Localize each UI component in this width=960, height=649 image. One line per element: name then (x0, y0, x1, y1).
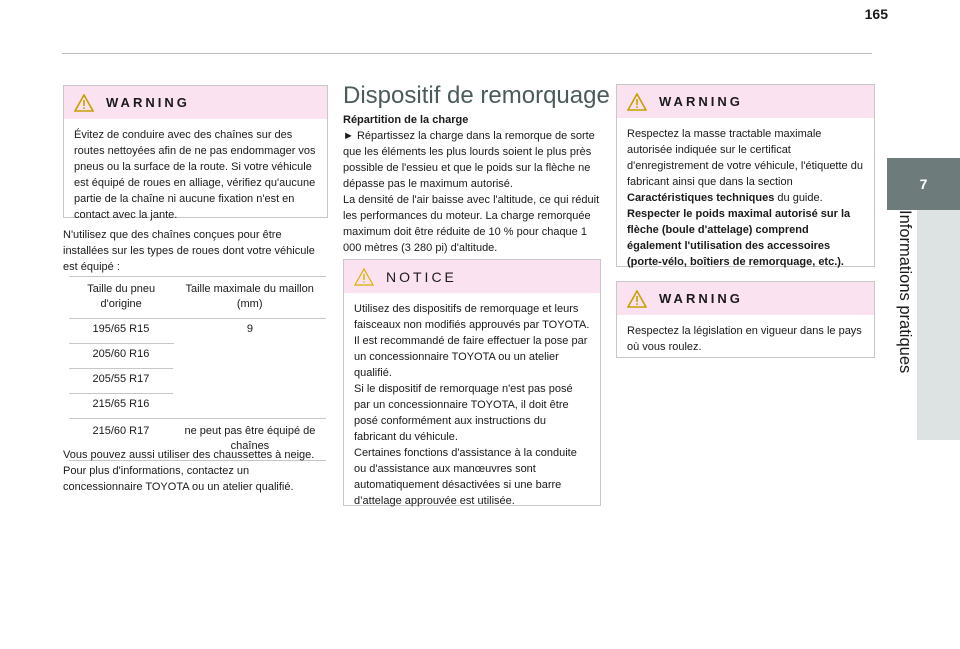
warning-box-chains (63, 85, 328, 221)
table-cell-tyre: 215/60 R17 (69, 419, 173, 461)
chains-intro (63, 227, 325, 275)
page-number: 165 (864, 6, 888, 22)
specs-reference: Caractéristiques techniques (627, 192, 775, 204)
chains-outro (63, 447, 325, 495)
table-cell-tyre: 205/55 R17 (69, 369, 173, 394)
chains-intro-text: N'utilisez que des chaînes conçues pour être installées sur les types de roues dont votre véhicule est équipé : (63, 229, 315, 273)
warning-text: Évitez de conduire avec des chaînes sur des routes nettoyées afin de ne pas endommager vos pneus ou la surface de la route. Si votre véhicule est équipé de roues en alliage, vérifiez qu'aucune partie de la chaîne ni aucune fixation n'est en contact avec la jante. (74, 129, 316, 221)
warning-header (617, 282, 874, 315)
chapter-tab[interactable]: 7 (887, 158, 960, 210)
warning-box-legislation (616, 281, 875, 358)
header-rule (62, 53, 872, 54)
warning-body (64, 119, 327, 231)
chains-outro-2: Pour plus d'informations, contactez un concessionnaire TOYOTA ou un atelier qualifié. (63, 465, 294, 493)
section-title: Dispositif de remorquage (343, 82, 610, 109)
notice-label: NOTICE (386, 268, 457, 285)
notice-triangle-icon (354, 268, 374, 286)
altitude-text: La densité de l'air baisse avec l'altitude, ce qui réduit les performances du moteur. La charge remorquée maximum doit être réduite de 10 % pour chaque 1 000 mètres (3 280 pi) d'altitude. (343, 194, 600, 254)
warning-body (617, 315, 874, 363)
warning-body (617, 118, 874, 278)
notice-header (344, 260, 600, 293)
warning-mass-bold: Respecter le poids maximal autorisé sur la flèche (boule d'attelage) comprend également l'utilisation des accessoires (porte-vélo, boîtiers de remorquage, etc.). (627, 208, 851, 268)
warning-header (617, 85, 874, 118)
warning-label: WARNING (659, 94, 743, 109)
warning-mass-text (627, 126, 864, 206)
load-bullet: ► Répartissez la charge dans la remorque de sorte que les éléments les plus lourds soient le plus près possible de l'essieu et que le poids sur la flèche ne dépasse pas le maximum autorisé. (343, 130, 595, 190)
table-cell-tyre: 215/65 R16 (69, 394, 173, 419)
notice-text-3: Certaines fonctions d'assistance à la conduite ou d'assistance aux manœuvres sont automatiquement désactivées si une barre d’attelage approuvée est utilisée. (354, 447, 577, 507)
chains-table (69, 276, 326, 461)
chapter-label (887, 210, 917, 440)
notice-box-towing (343, 259, 601, 506)
warning-legislation-text: Respectez la législation en vigueur dans le pays où vous roulez. (627, 325, 862, 353)
warning-label: WARNING (106, 95, 190, 110)
table-header-tyre: Taille du pneu d'origine (69, 277, 173, 319)
table-cell-tyre: 205/60 R16 (69, 344, 173, 369)
warning-triangle-icon (627, 290, 647, 308)
warning-triangle-icon (627, 93, 647, 111)
load-subheading: Répartition de la charge (343, 114, 469, 126)
chapter-strip (917, 210, 960, 440)
table-cell-link-size: ne peut pas être équipé de chaînes (173, 419, 326, 461)
table-header-link: Taille maximale du maillon (mm) (173, 277, 326, 319)
chapter-label-text: Informations pratiques (896, 210, 914, 374)
notice-text-1: Utilisez des dispositifs de remorquage et leurs faisceaux non modifiés approuvés par TOYOTA. Il est recommandé de faire effectuer la pose par un concessionnaire TOYOTA ou un atelier qualifié. (354, 303, 590, 379)
warning-mass-text-a: Respectez la masse tractable maximale autorisée indiquée sur le certificat d'enregistrement de votre véhicule, l'étiquette du fabricant ainsi que dans la section (627, 128, 863, 188)
warning-triangle-icon (74, 94, 94, 112)
warning-box-mass (616, 84, 875, 267)
chains-outro-1: Vous pouvez aussi utiliser des chaussettes à neige. (63, 449, 315, 461)
warning-label: WARNING (659, 291, 743, 306)
warning-header (64, 86, 327, 119)
table-cell-link-size: 9 (173, 319, 326, 419)
notice-body (344, 293, 600, 517)
notice-text-2: Si le dispositif de remorquage n'est pas posé par un concessionnaire TOYOTA, il doit être posé conformément aux instructions du fabricant du véhicule. (354, 383, 573, 443)
warning-mass-text-c: du guide. (777, 192, 823, 204)
load-distribution (343, 112, 601, 256)
table-cell-tyre: 195/65 R15 (69, 319, 173, 344)
